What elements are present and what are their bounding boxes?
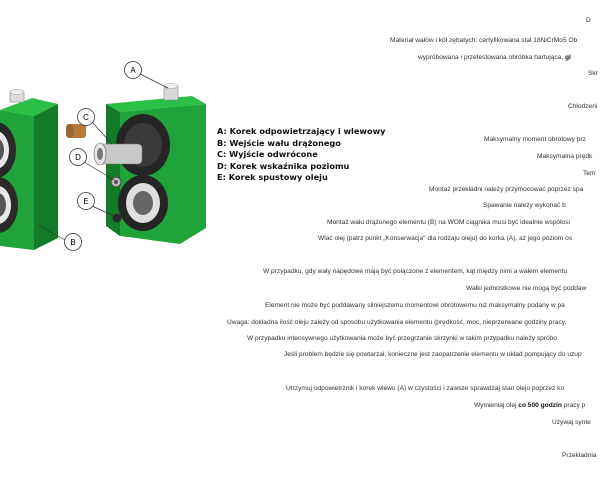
callout-c-label: C bbox=[83, 113, 89, 122]
text-line-5: Chłodzeni bbox=[568, 103, 598, 110]
callout-a-label: A bbox=[130, 66, 136, 75]
text-line-7: Maksymalna prędk bbox=[537, 153, 593, 160]
text-line-11: Montaż wału drążonego elementu (B) na WOM ciągnika musi być idealnie współosi bbox=[327, 219, 570, 226]
text-line-17: W przypadku intensywnego użytkowania może być przegrzanie skrzynki w takim przypadku należy spróbo bbox=[247, 335, 558, 342]
text-line-3-main: wypróbowana i przetestowana obróbka hartująca, bbox=[418, 54, 565, 61]
text-line-20-main: Wymieniaj olej bbox=[474, 402, 519, 409]
callout-b bbox=[65, 234, 82, 251]
text-line-6: Maksymalny moment obrotowy prz bbox=[484, 136, 586, 143]
callout-d bbox=[70, 149, 87, 166]
text-line-3-bold: gl bbox=[564, 54, 571, 61]
text-line-19: Utrzymuj odpowietrznik i korek wlewu (A) w czystości i zawsze sprawdzaj stan oleju poprzez ko bbox=[286, 385, 565, 392]
legend-item-a: A: Korek odpowietrzający i wlewowy bbox=[217, 126, 386, 136]
legend-item-e: E: Korek spustowy oleju bbox=[217, 172, 328, 183]
text-line-3 bbox=[418, 54, 571, 62]
callout-b-label: B bbox=[70, 238, 76, 247]
text-line-2: Materiał wałów i kół zębatych: certyfikowana stal 18NiCrMo5 Ob bbox=[390, 37, 578, 44]
text-line-9: Montaż przekładni należy przymocować poprzez spa bbox=[429, 186, 584, 193]
text-line-8: Tem bbox=[583, 170, 596, 177]
text-line-16: Uwaga: dokładna ilość oleju zależy od sposobu użytkowania elementu (prędkość, moc, nieprzerwane godziny pracy, bbox=[227, 319, 567, 326]
callout-a bbox=[125, 62, 142, 79]
left-gearbox bbox=[0, 90, 89, 251]
text-line-20 bbox=[474, 402, 585, 410]
text-line-22: Przekładnia bbox=[562, 452, 597, 459]
text-line-10: Spawanie należy wykonać b bbox=[483, 202, 566, 209]
text-line-14: Wałki jednostkowe nie mogą być poddaw bbox=[466, 285, 587, 292]
text-line-20-end: pracy p bbox=[561, 402, 586, 409]
text-line-12: Wlać olej (patrz punkt „Konserwacja" dla rodzaju oleju) do korka (A), aż jego poziom os bbox=[318, 235, 573, 242]
callout-c bbox=[78, 109, 95, 126]
text-line-15: Element nie może być poddawany silniejszemu momentowi obrotowemu niż maksymalny podany w pa bbox=[265, 302, 565, 309]
parts-legend bbox=[217, 126, 386, 184]
text-line-4: Skr bbox=[588, 70, 598, 77]
right-gearbox bbox=[94, 84, 206, 245]
callout-e bbox=[78, 193, 95, 210]
legend-item-b: B: Wejście wału drążonego bbox=[217, 137, 341, 148]
callout-e-label: E bbox=[83, 197, 89, 206]
text-line-13: W przypadku, gdy wały napędowe mają być połączone z elementem, kąt między nimi a wałem elementu bbox=[263, 268, 568, 275]
legend-item-d: D: Korek wskaźnika poziomu bbox=[217, 160, 350, 171]
text-line-21: Używaj synte bbox=[552, 419, 591, 426]
text-line-18: Jeśli problem będzie się powtarzał, konieczne jest zaopatrzenie elementu w układ pompujący do uzup bbox=[284, 351, 582, 358]
text-line-20-bold: co 500 godzin bbox=[518, 402, 562, 409]
legend-item-c: C: Wyjście odwrócone bbox=[217, 149, 318, 160]
callout-d-label: D bbox=[75, 153, 81, 162]
text-line-1: D bbox=[586, 17, 591, 24]
